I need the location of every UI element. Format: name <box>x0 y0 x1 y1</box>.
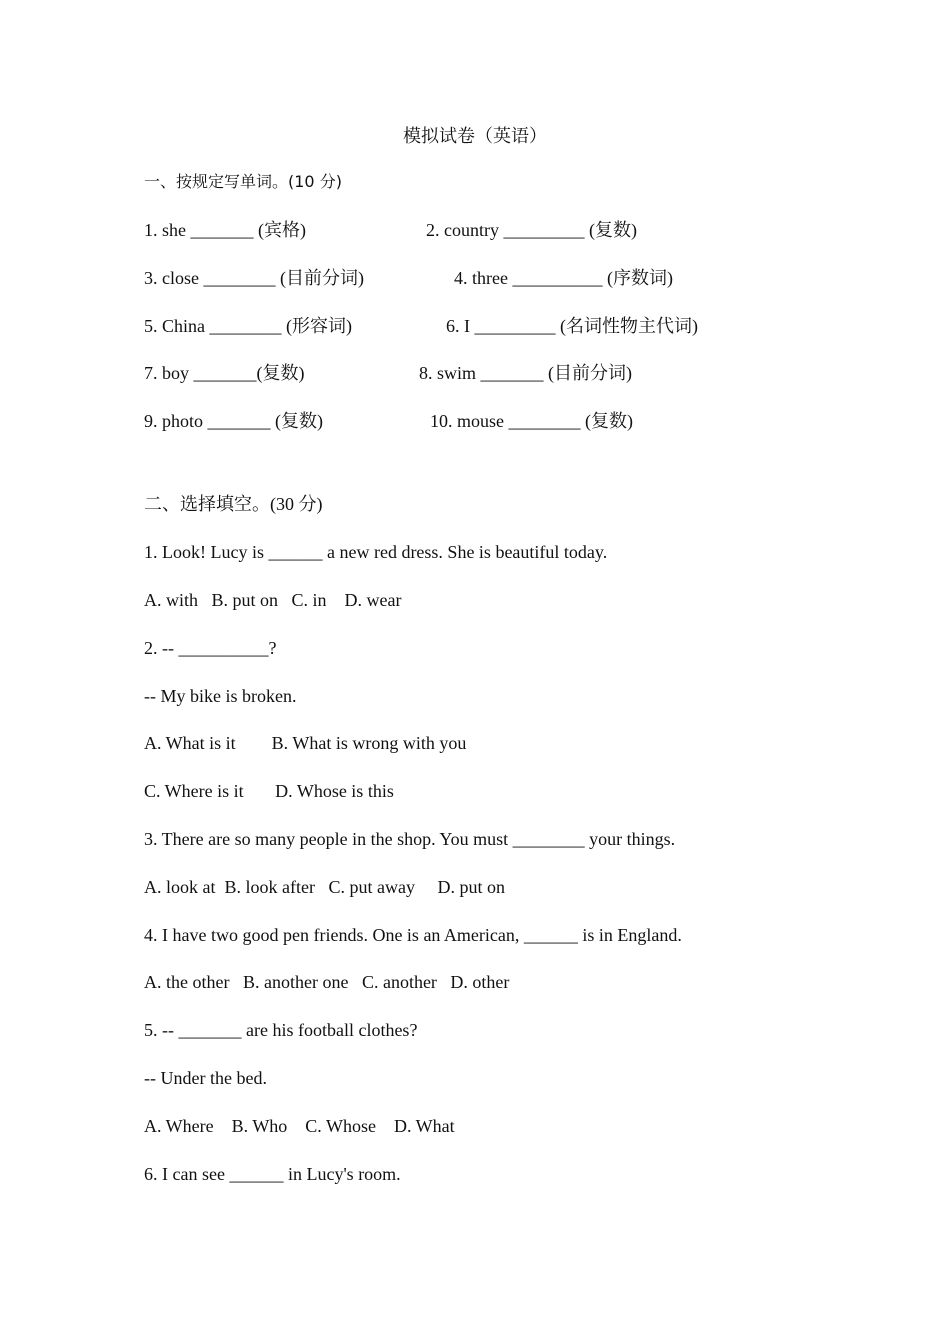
options-line: A. What is it B. What is wrong with you <box>144 733 467 753</box>
section1-item-4: 4. three __________ (序数词) <box>454 268 673 288</box>
options-line: A. the other B. another one C. another D. other <box>144 972 510 992</box>
question-line: 3. There are so many people in the shop. You must ________ your things. <box>144 829 676 849</box>
section1-item-6: 6. I _________ (名词性物主代词) <box>446 316 698 336</box>
section1-heading: 一、按规定写单词。(10 分) <box>144 172 342 191</box>
section2-heading: 二、选择填空。(30 分) <box>144 494 323 514</box>
section1-item-10: 10. mouse ________ (复数) <box>430 411 633 431</box>
options-line: A. Where B. Who C. Whose D. What <box>144 1116 455 1136</box>
dialogue-line: -- Under the bed. <box>144 1068 267 1088</box>
options-line: C. Where is it D. Whose is this <box>144 781 394 801</box>
options-line: A. with B. put on C. in D. wear <box>144 590 402 610</box>
section1-item-1: 1. she _______ (宾格) <box>144 220 306 240</box>
dialogue-line: -- My bike is broken. <box>144 686 297 706</box>
question-line: 1. Look! Lucy is ______ a new red dress. She is beautiful today. <box>144 542 608 562</box>
section1-item-7: 7. boy _______(复数) <box>144 363 305 383</box>
question-line: 4. I have two good pen friends. One is an American, ______ is in England. <box>144 925 682 945</box>
section1-item-9: 9. photo _______ (复数) <box>144 411 323 431</box>
question-line: 2. -- __________? <box>144 638 277 658</box>
section1-item-5: 5. China ________ (形容词) <box>144 316 352 336</box>
question-line: 6. I can see ______ in Lucy's room. <box>144 1164 401 1184</box>
question-line: 5. -- _______ are his football clothes? <box>144 1020 418 1040</box>
section1-item-2: 2. country _________ (复数) <box>426 220 637 240</box>
options-line: A. look at B. look after C. put away D. put on <box>144 877 505 897</box>
section1-item-3: 3. close ________ (目前分词) <box>144 268 364 288</box>
section1-item-8: 8. swim _______ (目前分词) <box>419 363 632 383</box>
page-title: 模拟试卷（英语） <box>403 126 547 146</box>
